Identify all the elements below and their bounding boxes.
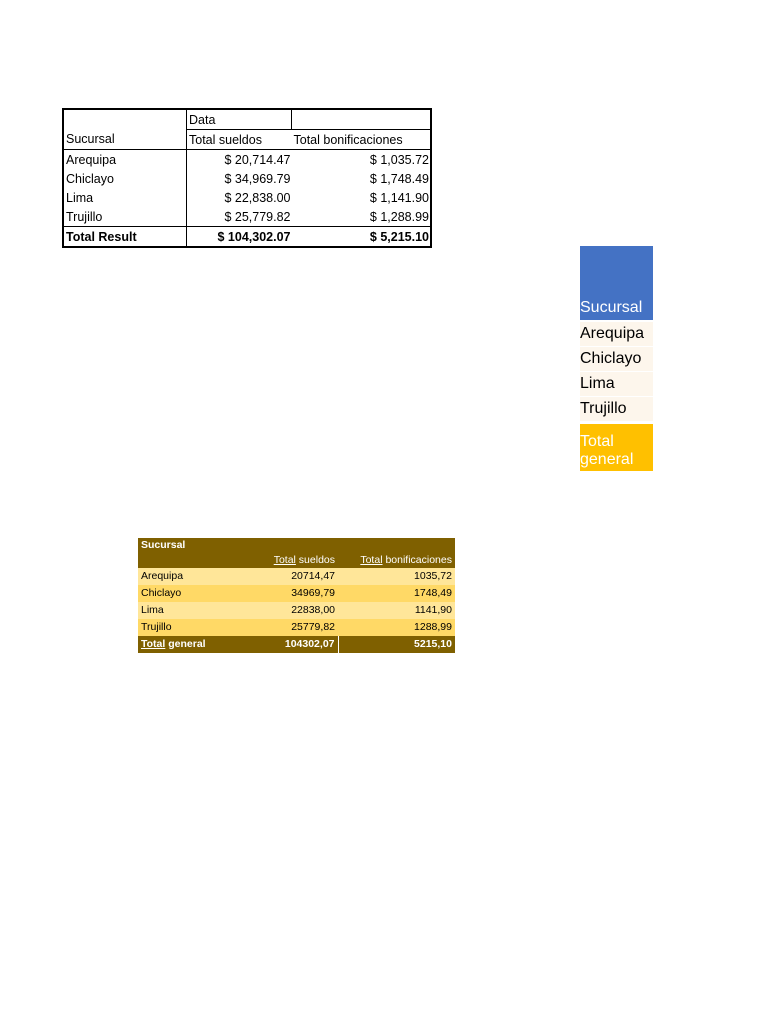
pivot2-empty-cell[interactable] (138, 553, 244, 568)
table-row (63, 207, 431, 227)
pivot1-row-sueldos[interactable]: $ 22,838.00 (187, 188, 292, 207)
list-item[interactable]: Lima (580, 372, 653, 397)
pivot2-col-bonif-prefix: Total (360, 554, 383, 566)
table-row (63, 169, 431, 188)
styled-sucursal-list (580, 246, 653, 471)
side-list-footer-line1: Total (580, 433, 614, 450)
pivot2-total-label[interactable] (138, 636, 244, 653)
pivot1-total-label[interactable]: Total Result (63, 227, 187, 248)
list-item[interactable]: Trujillo (580, 397, 653, 422)
pivot1-row-name[interactable]: Chiclayo (63, 169, 187, 188)
pivot2-header-row (138, 553, 455, 568)
pivot2-total-prefix: Total (141, 638, 166, 650)
pivot2-col-sueldos-header[interactable] (244, 553, 338, 568)
pivot1-row-bonif[interactable]: $ 1,288.99 (292, 207, 432, 227)
pivot2-title-row (138, 538, 455, 553)
pivot1-total-bonif[interactable]: $ 5,215.10 (292, 227, 432, 248)
pivot2-row-bonif[interactable]: 1141,90 (338, 602, 455, 619)
pivot2-total-suffix: general (165, 638, 206, 650)
pivot2-row-name[interactable]: Lima (138, 602, 244, 619)
pivot2-col-sueldos-prefix: Total (273, 554, 296, 566)
pivot1-data-row (63, 109, 431, 130)
pivot2-row-name[interactable]: Trujillo (138, 619, 244, 636)
pivot2-row-bonif[interactable]: 1288,99 (338, 619, 455, 636)
pivot1-total-sueldos[interactable]: $ 104,302.07 (187, 227, 292, 248)
pivot2-total-bonif[interactable]: 5215,10 (338, 636, 455, 653)
pivot1-row-sueldos[interactable]: $ 34,969.79 (187, 169, 292, 188)
pivot1-row-bonif[interactable]: $ 1,141.90 (292, 188, 432, 207)
pivot1-row-name[interactable]: Lima (63, 188, 187, 207)
side-list-header[interactable] (580, 246, 653, 320)
pivot1-col-sueldos-header[interactable]: Total sueldos (187, 130, 292, 150)
pivot2-row-name[interactable]: Chiclayo (138, 585, 244, 602)
pivot1-row-sueldos[interactable]: $ 20,714.47 (187, 150, 292, 170)
table-row (63, 188, 431, 207)
pivot2-col-bonif-header[interactable] (338, 553, 455, 568)
list-item[interactable]: Chiclayo (580, 347, 653, 372)
pivot2-row-sueldos[interactable]: 34969,79 (244, 585, 338, 602)
pivot2-col-bonif-suffix: bonificaciones (382, 554, 452, 566)
pivot1-row-name[interactable]: Trujillo (63, 207, 187, 227)
pivot1-data-label[interactable]: Data (187, 109, 292, 130)
pivot2-col-sueldos-suffix: sueldos (295, 554, 335, 566)
table-row (138, 585, 455, 602)
pivot1-row-bonif[interactable]: $ 1,035.72 (292, 150, 432, 170)
pivot2-row-header[interactable]: Sucursal (138, 538, 244, 553)
pivot1-corner-cell[interactable] (63, 109, 187, 130)
pivot2-row-sueldos[interactable]: 20714,47 (244, 568, 338, 585)
list-item[interactable]: Arequipa (580, 322, 653, 347)
pivot1-col-bonif-header[interactable]: Total bonificaciones (292, 130, 432, 150)
pivot2-row-bonif[interactable]: 1748,49 (338, 585, 455, 602)
table-row (138, 568, 455, 585)
table-row (63, 150, 431, 170)
table-row (138, 619, 455, 636)
table-row (138, 602, 455, 619)
pivot1-empty-cell[interactable] (292, 109, 432, 130)
pivot2-row-sueldos[interactable]: 25779,82 (244, 619, 338, 636)
pivot1-row-name[interactable]: Arequipa (63, 150, 187, 170)
pivot2-total-row (138, 636, 455, 653)
pivot1-header-row (63, 130, 431, 150)
pivot2-empty-cell[interactable] (338, 538, 455, 553)
pivot2-empty-cell[interactable] (244, 538, 338, 553)
side-list-footer-line2: general (580, 451, 634, 468)
pivot2-total-sueldos[interactable]: 104302,07 (244, 636, 338, 653)
pivot1-row-bonif[interactable]: $ 1,748.49 (292, 169, 432, 188)
pivot2-row-bonif[interactable]: 1035,72 (338, 568, 455, 585)
pivot2-row-sueldos[interactable]: 22838,00 (244, 602, 338, 619)
side-list-footer[interactable] (580, 424, 653, 471)
side-list-header-label: Sucursal (580, 299, 643, 316)
pivot-table-gold (138, 538, 455, 653)
pivot2-row-name[interactable]: Arequipa (138, 568, 244, 585)
pivot1-row-header[interactable]: Sucursal (63, 130, 187, 150)
pivot1-total-row (63, 227, 431, 248)
pivot1-row-sueldos[interactable]: $ 25,779.82 (187, 207, 292, 227)
pivot-table-bordered (62, 108, 432, 248)
